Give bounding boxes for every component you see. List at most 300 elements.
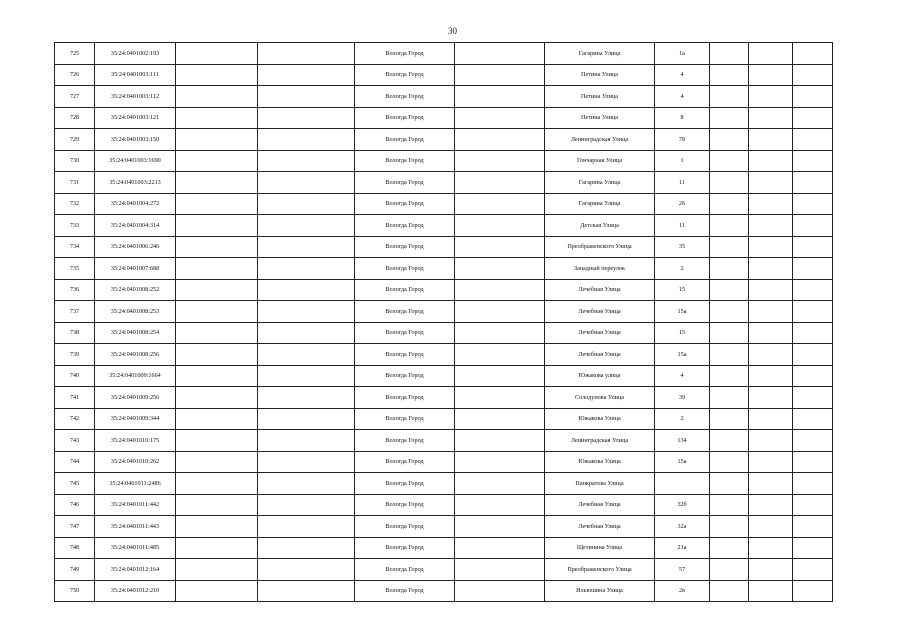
empty-cell [176, 430, 258, 452]
empty-cell [176, 408, 258, 430]
street-cell: Ленинградская Улица [545, 430, 655, 452]
empty-cell [258, 279, 355, 301]
cadastral-number-cell: 35:24:0401010:175 [95, 430, 176, 452]
empty-cell [258, 559, 355, 581]
city-cell: Вологда Город [355, 344, 455, 366]
empty-cell [710, 494, 749, 516]
house-number-cell: 26 [655, 193, 710, 215]
empty-cell [710, 107, 749, 129]
empty-cell [749, 580, 793, 602]
empty-cell [710, 236, 749, 258]
row-number-cell: 741 [55, 387, 95, 409]
empty-cell [793, 43, 833, 65]
row-number-cell: 735 [55, 258, 95, 280]
empty-cell [793, 494, 833, 516]
empty-cell [176, 387, 258, 409]
empty-cell [710, 129, 749, 151]
city-cell: Вологда Город [355, 494, 455, 516]
cadastral-number-cell: 35:24:0401008:254 [95, 322, 176, 344]
cadastral-number-cell: 35:24:0401009:256 [95, 387, 176, 409]
cadastral-number-cell: 35:24:0401009:1664 [95, 365, 176, 387]
empty-cell [455, 301, 545, 323]
table-row [55, 580, 833, 602]
empty-cell [176, 494, 258, 516]
empty-cell [749, 86, 793, 108]
empty-cell [793, 537, 833, 559]
empty-cell [749, 43, 793, 65]
empty-cell [455, 451, 545, 473]
empty-cell [176, 301, 258, 323]
cadastral-number-cell: 35:24:0401011:2486 [95, 473, 176, 495]
table-row [55, 408, 833, 430]
empty-cell [749, 387, 793, 409]
empty-cell [258, 129, 355, 151]
house-number-cell: 32а [655, 516, 710, 538]
row-number-cell: 744 [55, 451, 95, 473]
empty-cell [258, 580, 355, 602]
house-number-cell: 4 [655, 86, 710, 108]
house-number-cell: 8 [655, 107, 710, 129]
cadastral-number-cell: 35:24:0401012:164 [95, 559, 176, 581]
empty-cell [176, 107, 258, 129]
cadastral-number-cell: 35:24:0401011:443 [95, 516, 176, 538]
table-row [55, 451, 833, 473]
table-row [55, 129, 833, 151]
empty-cell [710, 580, 749, 602]
house-number-cell: 21а [655, 537, 710, 559]
cadastral-number-cell: 35:24:0401003:111 [95, 64, 176, 86]
empty-cell [176, 516, 258, 538]
street-cell: Лечебная Улица [545, 494, 655, 516]
empty-cell [455, 129, 545, 151]
empty-cell [710, 408, 749, 430]
city-cell: Вологда Город [355, 451, 455, 473]
empty-cell [793, 451, 833, 473]
empty-cell [749, 279, 793, 301]
street-cell: Петина Улица [545, 107, 655, 129]
city-cell: Вологда Город [355, 43, 455, 65]
street-cell: Лечебная Улица [545, 516, 655, 538]
empty-cell [258, 258, 355, 280]
table-row [55, 365, 833, 387]
street-cell: Преображенского Улица [545, 559, 655, 581]
cadastral-number-cell: 35:24:0401007:688 [95, 258, 176, 280]
row-number-cell: 743 [55, 430, 95, 452]
row-number-cell: 736 [55, 279, 95, 301]
empty-cell [455, 258, 545, 280]
empty-cell [749, 301, 793, 323]
row-number-cell: 749 [55, 559, 95, 581]
empty-cell [455, 279, 545, 301]
empty-cell [176, 580, 258, 602]
empty-cell [258, 150, 355, 172]
cadastral-number-cell: 35:24:0401003:121 [95, 107, 176, 129]
empty-cell [176, 236, 258, 258]
empty-cell [793, 172, 833, 194]
cadastral-number-cell: 35:24:0401008:252 [95, 279, 176, 301]
city-cell: Вологда Город [355, 387, 455, 409]
empty-cell [258, 301, 355, 323]
empty-cell [455, 236, 545, 258]
cadastral-number-cell: 35:24:0401012:210 [95, 580, 176, 602]
city-cell: Вологда Город [355, 322, 455, 344]
cadastral-number-cell: 35:24:0401004:314 [95, 215, 176, 237]
empty-cell [793, 236, 833, 258]
empty-cell [176, 279, 258, 301]
house-number-cell: 39 [655, 387, 710, 409]
street-cell: Гагарина Улица [545, 43, 655, 65]
empty-cell [793, 107, 833, 129]
empty-cell [749, 408, 793, 430]
empty-cell [749, 258, 793, 280]
cadastral-number-cell: 35:24:0401004:272 [95, 193, 176, 215]
empty-cell [176, 559, 258, 581]
cadastral-table [54, 42, 833, 602]
street-cell: Лечебная Улица [545, 301, 655, 323]
city-cell: Вологда Город [355, 473, 455, 495]
empty-cell [710, 430, 749, 452]
city-cell: Вологда Город [355, 580, 455, 602]
street-cell: Ильюшина Улица [545, 580, 655, 602]
empty-cell [793, 150, 833, 172]
empty-cell [710, 64, 749, 86]
table-row [55, 516, 833, 538]
house-number-cell: 1 [655, 150, 710, 172]
empty-cell [749, 150, 793, 172]
empty-cell [710, 86, 749, 108]
row-number-cell: 738 [55, 322, 95, 344]
empty-cell [710, 365, 749, 387]
table-row [55, 322, 833, 344]
table-row [55, 215, 833, 237]
city-cell: Вологда Город [355, 537, 455, 559]
empty-cell [258, 236, 355, 258]
row-number-cell: 727 [55, 86, 95, 108]
empty-cell [793, 301, 833, 323]
table-row [55, 537, 833, 559]
city-cell: Вологда Город [355, 279, 455, 301]
empty-cell [455, 537, 545, 559]
house-number-cell: 15а [655, 344, 710, 366]
street-cell: Лечебная Улица [545, 279, 655, 301]
table-row [55, 193, 833, 215]
empty-cell [455, 559, 545, 581]
row-number-cell: 737 [55, 301, 95, 323]
empty-cell [258, 43, 355, 65]
row-number-cell: 748 [55, 537, 95, 559]
empty-cell [455, 64, 545, 86]
empty-cell [176, 215, 258, 237]
empty-cell [793, 516, 833, 538]
empty-cell [455, 172, 545, 194]
empty-cell [455, 193, 545, 215]
empty-cell [749, 451, 793, 473]
row-number-cell: 734 [55, 236, 95, 258]
empty-cell [455, 86, 545, 108]
street-cell: Лечебная Улица [545, 322, 655, 344]
table-row [55, 279, 833, 301]
empty-cell [455, 430, 545, 452]
empty-cell [176, 64, 258, 86]
empty-cell [258, 473, 355, 495]
empty-cell [710, 387, 749, 409]
empty-cell [710, 172, 749, 194]
empty-cell [176, 258, 258, 280]
empty-cell [749, 430, 793, 452]
table-row [55, 301, 833, 323]
cadastral-number-cell: 35:24:0401003:112 [95, 86, 176, 108]
empty-cell [455, 150, 545, 172]
empty-cell [258, 365, 355, 387]
empty-cell [749, 129, 793, 151]
cadastral-number-cell: 35:24:0401008:256 [95, 344, 176, 366]
cadastral-number-cell: 35:24:0401010:262 [95, 451, 176, 473]
city-cell: Вологда Город [355, 301, 455, 323]
empty-cell [176, 451, 258, 473]
row-number-cell: 730 [55, 150, 95, 172]
empty-cell [749, 322, 793, 344]
row-number-cell: 732 [55, 193, 95, 215]
empty-cell [749, 365, 793, 387]
empty-cell [258, 193, 355, 215]
table-row [55, 43, 833, 65]
empty-cell [176, 344, 258, 366]
empty-cell [258, 537, 355, 559]
empty-cell [258, 86, 355, 108]
house-number-cell: 57 [655, 559, 710, 581]
table-row [55, 258, 833, 280]
house-number-cell: 32б [655, 494, 710, 516]
empty-cell [793, 279, 833, 301]
empty-cell [176, 193, 258, 215]
street-cell: Южакова улица [545, 365, 655, 387]
empty-cell [793, 387, 833, 409]
empty-cell [258, 430, 355, 452]
empty-cell [749, 473, 793, 495]
house-number-cell: 2в [655, 580, 710, 602]
empty-cell [176, 322, 258, 344]
empty-cell [455, 365, 545, 387]
empty-cell [710, 473, 749, 495]
street-cell: Южакова Улица [545, 451, 655, 473]
empty-cell [749, 236, 793, 258]
row-number-cell: 745 [55, 473, 95, 495]
empty-cell [793, 322, 833, 344]
empty-cell [258, 322, 355, 344]
house-number-cell: 4 [655, 64, 710, 86]
empty-cell [455, 322, 545, 344]
empty-cell [455, 580, 545, 602]
street-cell: Детская Улица [545, 215, 655, 237]
empty-cell [258, 408, 355, 430]
empty-cell [793, 215, 833, 237]
empty-cell [258, 215, 355, 237]
empty-cell [710, 215, 749, 237]
empty-cell [749, 516, 793, 538]
empty-cell [793, 86, 833, 108]
empty-cell [793, 129, 833, 151]
city-cell: Вологда Город [355, 107, 455, 129]
street-cell: Петина Улица [545, 64, 655, 86]
empty-cell [793, 430, 833, 452]
empty-cell [793, 344, 833, 366]
empty-cell [749, 537, 793, 559]
empty-cell [710, 43, 749, 65]
empty-cell [258, 387, 355, 409]
house-number-cell: 78 [655, 129, 710, 151]
empty-cell [749, 344, 793, 366]
table-row [55, 387, 833, 409]
empty-cell [793, 408, 833, 430]
cadastral-number-cell: 35:24:0401006:246 [95, 236, 176, 258]
street-cell: Гончарная Улица [545, 150, 655, 172]
city-cell: Вологда Город [355, 516, 455, 538]
empty-cell [176, 365, 258, 387]
table-row [55, 473, 833, 495]
house-number-cell: 134 [655, 430, 710, 452]
table-row [55, 150, 833, 172]
house-number-cell: 15 [655, 322, 710, 344]
empty-cell [455, 107, 545, 129]
empty-cell [749, 559, 793, 581]
row-number-cell: 729 [55, 129, 95, 151]
row-number-cell: 739 [55, 344, 95, 366]
house-number-cell: 4 [655, 365, 710, 387]
empty-cell [710, 516, 749, 538]
row-number-cell: 747 [55, 516, 95, 538]
house-number-cell: 15а [655, 301, 710, 323]
table-row [55, 344, 833, 366]
house-number-cell: 1а [655, 43, 710, 65]
empty-cell [793, 473, 833, 495]
empty-cell [176, 172, 258, 194]
table-row [55, 236, 833, 258]
house-number-cell: 2 [655, 258, 710, 280]
table-row [55, 559, 833, 581]
house-number-cell: 11 [655, 172, 710, 194]
empty-cell [749, 494, 793, 516]
house-number-cell: 2 [655, 408, 710, 430]
row-number-cell: 725 [55, 43, 95, 65]
empty-cell [455, 215, 545, 237]
city-cell: Вологда Город [355, 236, 455, 258]
city-cell: Вологда Город [355, 129, 455, 151]
row-number-cell: 726 [55, 64, 95, 86]
empty-cell [455, 43, 545, 65]
street-cell: Лечебная Улица [545, 344, 655, 366]
street-cell: Гагарина Улица [545, 172, 655, 194]
empty-cell [258, 451, 355, 473]
empty-cell [793, 258, 833, 280]
empty-cell [258, 64, 355, 86]
empty-cell [176, 473, 258, 495]
street-cell: Западный переулок [545, 258, 655, 280]
house-number-cell: 35 [655, 236, 710, 258]
empty-cell [710, 559, 749, 581]
table-row [55, 172, 833, 194]
empty-cell [749, 64, 793, 86]
empty-cell [455, 494, 545, 516]
empty-cell [710, 344, 749, 366]
empty-cell [710, 301, 749, 323]
empty-cell [749, 193, 793, 215]
empty-cell [793, 64, 833, 86]
street-cell: Преображенского Улица [545, 236, 655, 258]
house-number-cell: 15 [655, 279, 710, 301]
street-cell: Петина Улица [545, 86, 655, 108]
row-number-cell: 750 [55, 580, 95, 602]
city-cell: Вологда Город [355, 172, 455, 194]
empty-cell [710, 322, 749, 344]
city-cell: Вологда Город [355, 258, 455, 280]
empty-cell [793, 559, 833, 581]
house-number-cell [655, 473, 710, 495]
house-number-cell: 15а [655, 451, 710, 473]
row-number-cell: 733 [55, 215, 95, 237]
city-cell: Вологда Город [355, 64, 455, 86]
empty-cell [710, 451, 749, 473]
city-cell: Вологда Город [355, 559, 455, 581]
empty-cell [749, 107, 793, 129]
row-number-cell: 746 [55, 494, 95, 516]
cadastral-number-cell: 35:24:0401003:1690 [95, 150, 176, 172]
city-cell: Вологда Город [355, 193, 455, 215]
empty-cell [176, 537, 258, 559]
page-number: 30 [448, 26, 457, 36]
table-row [55, 430, 833, 452]
city-cell: Вологда Город [355, 215, 455, 237]
city-cell: Вологда Город [355, 150, 455, 172]
table-row [55, 64, 833, 86]
empty-cell [258, 516, 355, 538]
empty-cell [710, 150, 749, 172]
cadastral-number-cell: 35:24:0401009:344 [95, 408, 176, 430]
empty-cell [710, 279, 749, 301]
house-number-cell: 11 [655, 215, 710, 237]
empty-cell [176, 43, 258, 65]
street-cell: Южакова Улица [545, 408, 655, 430]
empty-cell [749, 215, 793, 237]
city-cell: Вологда Город [355, 430, 455, 452]
cadastral-number-cell: 35:24:0401011:485 [95, 537, 176, 559]
street-cell: Гагарина Улица [545, 193, 655, 215]
table-row [55, 86, 833, 108]
city-cell: Вологда Город [355, 408, 455, 430]
empty-cell [455, 344, 545, 366]
empty-cell [176, 129, 258, 151]
row-number-cell: 742 [55, 408, 95, 430]
table-row [55, 494, 833, 516]
empty-cell [258, 494, 355, 516]
empty-cell [258, 172, 355, 194]
empty-cell [455, 516, 545, 538]
cadastral-number-cell: 35:24:0401008:253 [95, 301, 176, 323]
street-cell: Панкратова Улица [545, 473, 655, 495]
empty-cell [749, 172, 793, 194]
cadastral-number-cell: 35:24:0401011:442 [95, 494, 176, 516]
row-number-cell: 740 [55, 365, 95, 387]
street-cell: Щетинина Улица [545, 537, 655, 559]
empty-cell [455, 387, 545, 409]
street-cell: Ленинградская Улица [545, 129, 655, 151]
empty-cell [710, 537, 749, 559]
cadastral-number-cell: 35:24:0401003:150 [95, 129, 176, 151]
empty-cell [176, 150, 258, 172]
row-number-cell: 728 [55, 107, 95, 129]
empty-cell [455, 408, 545, 430]
cadastral-number-cell: 35:24:0401002:193 [95, 43, 176, 65]
city-cell: Вологда Город [355, 365, 455, 387]
